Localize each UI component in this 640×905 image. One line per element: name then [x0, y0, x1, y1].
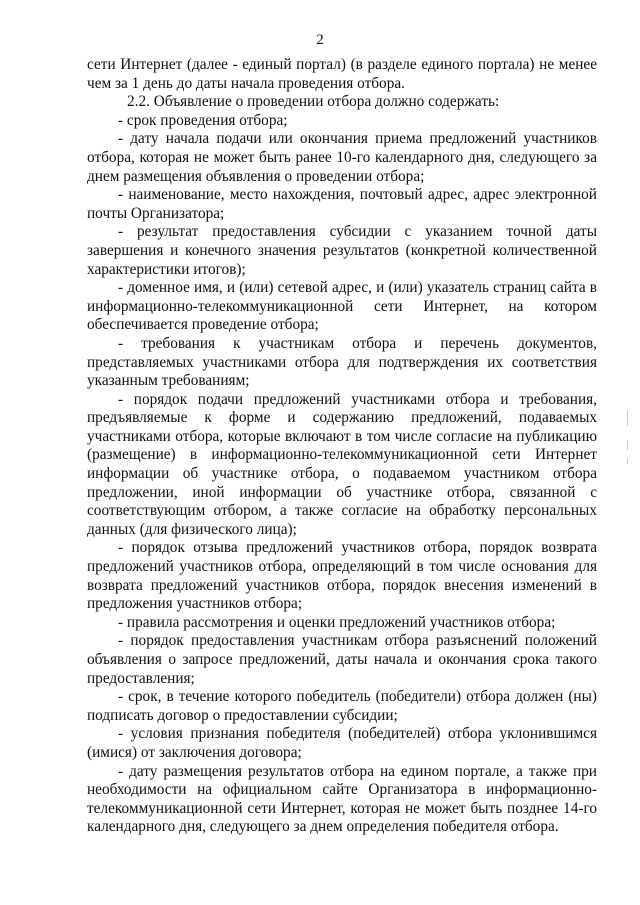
list-item: - дату размещения результатов отбора на едином портале, а также при необходимости на официальном сайте Организатора в информационно-телекоммуникационной сети Интернет, которая не может быть позднее 14-го календарного дня, следующего за днем определения победителя отбора. — [87, 762, 597, 836]
list-item: - доменное имя, и (или) сетевой адрес, и (или) указатель страниц сайта в информационно-телекоммуникационной сети Интернет, на котором обеспечивается проведение отбора; — [87, 279, 597, 334]
scan-edge-mark — [627, 440, 628, 450]
list-item: - условия признания победителя (победителей) отбора уклонившимся (имися) от заключения договора; — [87, 725, 597, 761]
list-item: - срок проведения отбора; — [118, 111, 288, 129]
section-heading-2-2: 2.2. Объявление о проведении отбора должно содержать: — [127, 93, 500, 111]
list-item: - требования к участникам отбора и перечень документов, представляемых участниками отбора для подтверждения их соответствия указанным требованиям; — [87, 334, 597, 390]
scan-edge-mark — [627, 410, 628, 426]
list-item: - наименование, место нахождения, почтовый адрес, адрес электронной почты Организатора; — [87, 186, 597, 222]
list-item: - результат предоставления субсидии с указанием точной даты завершения и конечного значения результатов (конкретной количественной характеристики итогов); — [87, 223, 597, 278]
list-item: - порядок подачи предложений участниками отбора и требования, предъявляемые к форме и содержанию предложений, подаваемых участниками отбора, которые включают в том числе согласие на публикацию (размещение) в информационно-телекоммуникационной сети Интернет информации об участнике отбора, о подаваемом участником отбора предложении, иной информации об участнике отбора, связанной с соответствующим отбором, а также согласие на обработку персональных данных (для физического лица); — [87, 390, 597, 538]
scan-edge-mark — [627, 458, 628, 464]
list-item: - правила рассмотрения и оценки предложений участников отбора; — [118, 613, 556, 631]
list-item: - порядок отзыва предложений участников отбора, порядок возврата предложений участников отбора, определяющий в том числе основания для возврата предложений участников отбора, порядок внесения изменений в предложения участников отбора; — [87, 539, 597, 613]
list-item: - дату начала подачи или окончания приема предложений участников отбора, которая не может быть ранее 10-го календарного дня, следующего за днем размещения объявления о проведении отбора; — [87, 130, 597, 185]
paragraph-continuation: сети Интернет (далее - единый портал) (в разделе единого портала) не менее чем за 1 день до даты начала проведения отбора. — [87, 56, 597, 92]
page-number: 2 — [316, 32, 324, 48]
list-item: - порядок предоставления участникам отбора разъяснений положений объявления о запросе предложений, даты начала и окончания срока такого предоставления; — [87, 632, 597, 687]
document-body — [87, 56, 597, 837]
list-item: - срок, в течение которого победитель (победители) отбора должен (ны) подписать договор о предоставлении субсидии; — [87, 688, 597, 724]
